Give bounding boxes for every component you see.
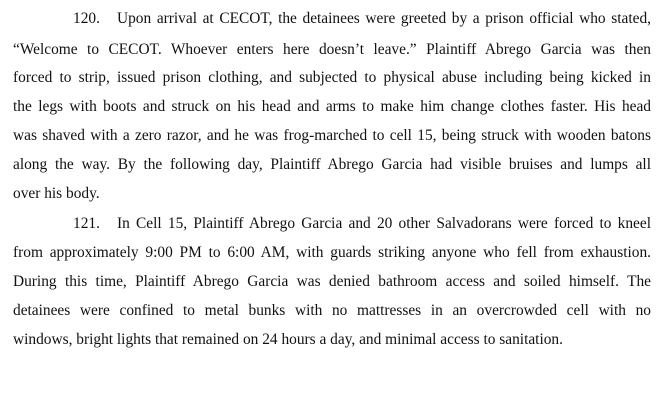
paragraph-121-line-2: from approximately 9:00 PM to 6:00 AM, with guards striking anyone who fell from exhaustion. <box>13 244 651 261</box>
paragraph-121-line-5: windows, bright lights that remained on 24 hours a day, and minimal access to sanitation. <box>13 331 563 348</box>
paragraph-120-line-5: was shaved with a zero razor, and he was frog-marched to cell 15, being struck with wooden batons <box>13 127 651 144</box>
paragraph-120-line-6: along the way. By the following day, Plaintiff Abrego Garcia had visible bruises and lumps all <box>13 156 651 173</box>
paragraph-121-line-3: During this time, Plaintiff Abrego Garcia was denied bathroom access and soiled himself. The <box>13 273 651 290</box>
paragraph-120-line-2: “Welcome to CECOT. Whoever enters here doesn’t leave.” Plaintiff Abrego Garcia was then <box>13 41 651 58</box>
paragraph-number: 120. <box>73 10 100 27</box>
paragraph-120-line-3: forced to strip, issued prison clothing, and subjected to physical abuse including being kicked in <box>13 69 651 86</box>
paragraph-120-line-4: the legs with boots and struck on his head and arms to make him change clothes faster. His head <box>13 98 651 115</box>
paragraph-text: In Cell 15, Plaintiff Abrego Garcia and 20 other Salvadorans were forced to kneel <box>117 215 651 232</box>
paragraph-121-line-1 <box>73 214 651 234</box>
paragraph-120-line-7: over his body. <box>13 185 100 202</box>
paragraph-text: Upon arrival at CECOT, the detainees were greeted by a prison official who stated, <box>117 10 651 27</box>
paragraph-121-line-4: detainees were confined to metal bunks with no mattresses in an overcrowded cell with no <box>13 302 651 319</box>
paragraph-number: 121. <box>73 215 100 232</box>
paragraph-120-line-1 <box>73 9 651 29</box>
